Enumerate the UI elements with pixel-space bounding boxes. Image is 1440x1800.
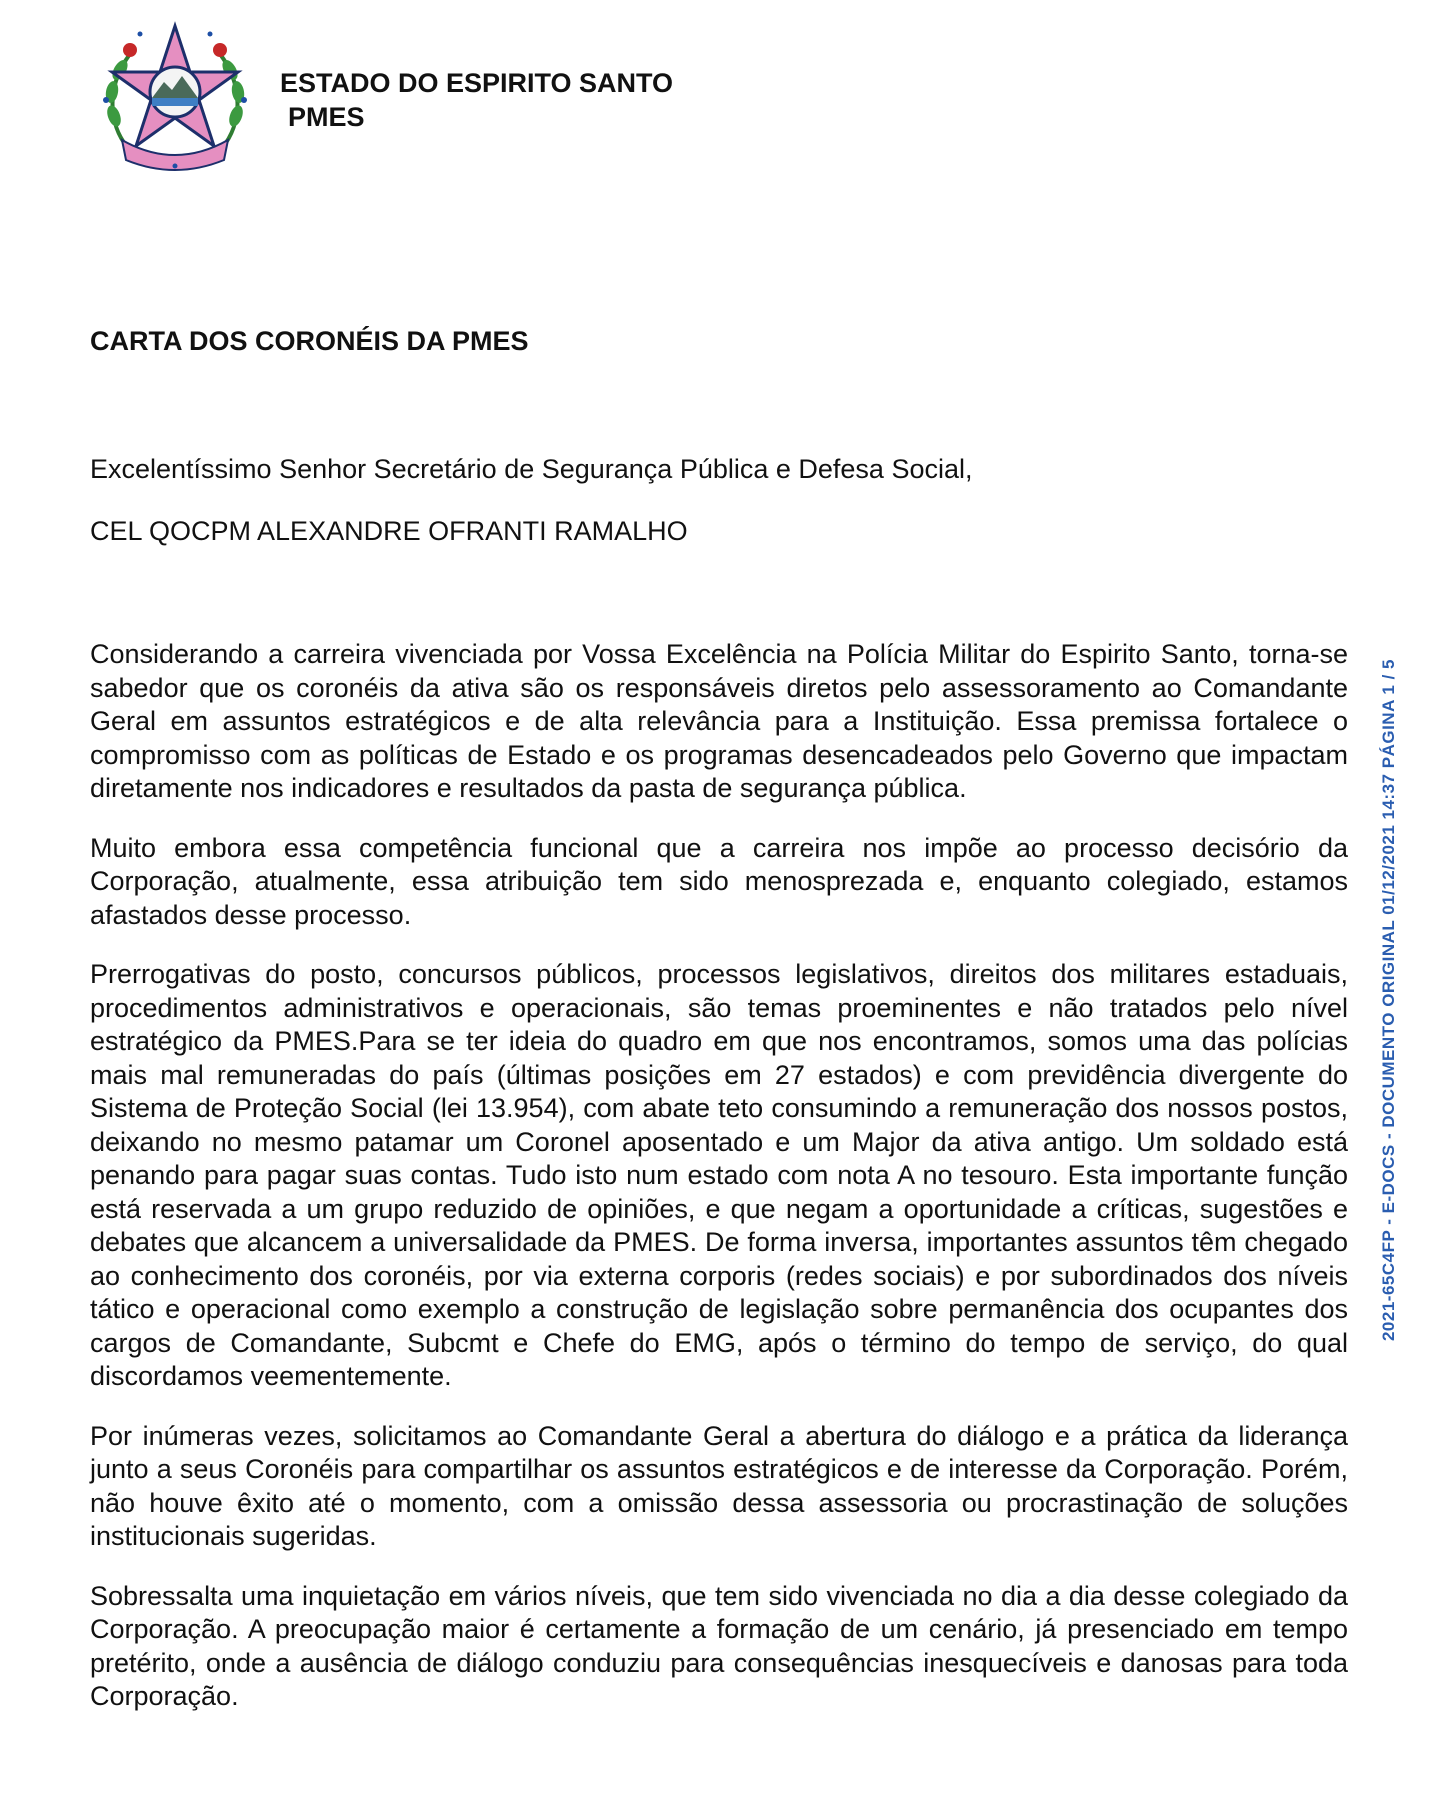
document-title: CARTA DOS CORONÉIS DA PMES	[90, 326, 529, 356]
paragraph: Prerrogativas do posto, concursos públicos, processos legislativos, direitos dos militares estaduais, procedimentos administrativos e operacionais, são temas proeminentes e não tratados pelo nível estratégico da PMES.Para se ter ideia do quadro em que nos encontramos, somos uma das polícias mais mal remuneradas do país (últimas posições em 27 estados) e com previdência divergente do Sistema de Proteção Social (lei 13.954), com abate teto consumindo a remuneração dos nossos postos, deixando no mesmo patamar um Coronel aposentado e um Major da ativa antigo. Um soldado está penando para pagar suas contas. Tudo isto num estado com nota A no tesouro. Esta importante função está reservada a um grupo reduzido de opiniões, e que negam a oportunidade a críticas, sugestões e debates que alcancem a universalidade da PMES. De forma inversa, importantes assuntos têm chegado ao conhecimento dos coronéis, por via externa corporis (redes sociais) e por subordinados dos níveis tático e operacional como exemplo a construção de legislação sobre permanência dos ocupantes dos cargos de Comandante, Subcmt e Chefe do EMG, após o término do tempo de serviço, do qual discordamos veementemente.	[90, 959, 1348, 1391]
paragraph: Por inúmeras vezes, solicitamos ao Comandante Geral a abertura do diálogo e a prática da liderança junto a seus Coronéis para compartilhar os assuntos estratégicos e de interesse da Corporação. Porém, não houve êxito até o momento, com a omissão dessa assessoria ou procrastinação de soluções institucionais sugeridas.	[90, 1420, 1348, 1551]
paragraph: Sobressalta uma inquietação em vários níveis, que tem sido vivenciada no dia a dia desse colegiado da Corporação. A preocupação maior é certamente a formação de um cenário, já presenciado em tempo pretérito, onde a ausência de diálogo conduziu para consequências inesquecíveis e danosas para toda Corporação.	[90, 1580, 1348, 1711]
espirito-santo-coat-of-arms-icon	[100, 20, 250, 172]
address-block	[90, 452, 972, 576]
salutation: Excelentíssimo Senhor Secretário de Segurança Pública e Defesa Social,	[90, 454, 973, 484]
paragraph: Muito embora essa competência funcional que a carreira nos impõe ao processo decisório da Corporação, atualmente, essa atribuição tem sido menosprezada e, enquanto colegiado, estamos afastados desse processo.	[90, 832, 1348, 930]
document-header	[280, 66, 673, 134]
edocs-stamp-text: 2021-65C4FP - E-DOCS - DOCUMENTO ORIGINAL 01/12/2021 14:37 PÁGINA 1 / 5	[1379, 658, 1398, 1342]
paragraph: Considerando a carreira vivenciada por Vossa Excelência na Polícia Militar do Espirito Santo, torna-se sabedor que os coronéis da ativa são os responsáveis diretos pelo assessoramento ao Comandante Geral em assuntos estratégicos e de alta relevância para a Instituição. Essa premissa fortalece o compromisso com as políticas de Estado e os programas desencadeados pelo Governo que impactam diretamente nos indicadores e resultados da pasta de segurança pública.	[90, 639, 1348, 803]
state-name: ESTADO DO ESPIRITO SANTO	[280, 68, 674, 98]
organization-name: PMES	[288, 102, 365, 132]
recipient: CEL QOCPM ALEXANDRE OFRANTI RAMALHO	[90, 516, 688, 546]
letter-body	[90, 638, 1348, 1740]
